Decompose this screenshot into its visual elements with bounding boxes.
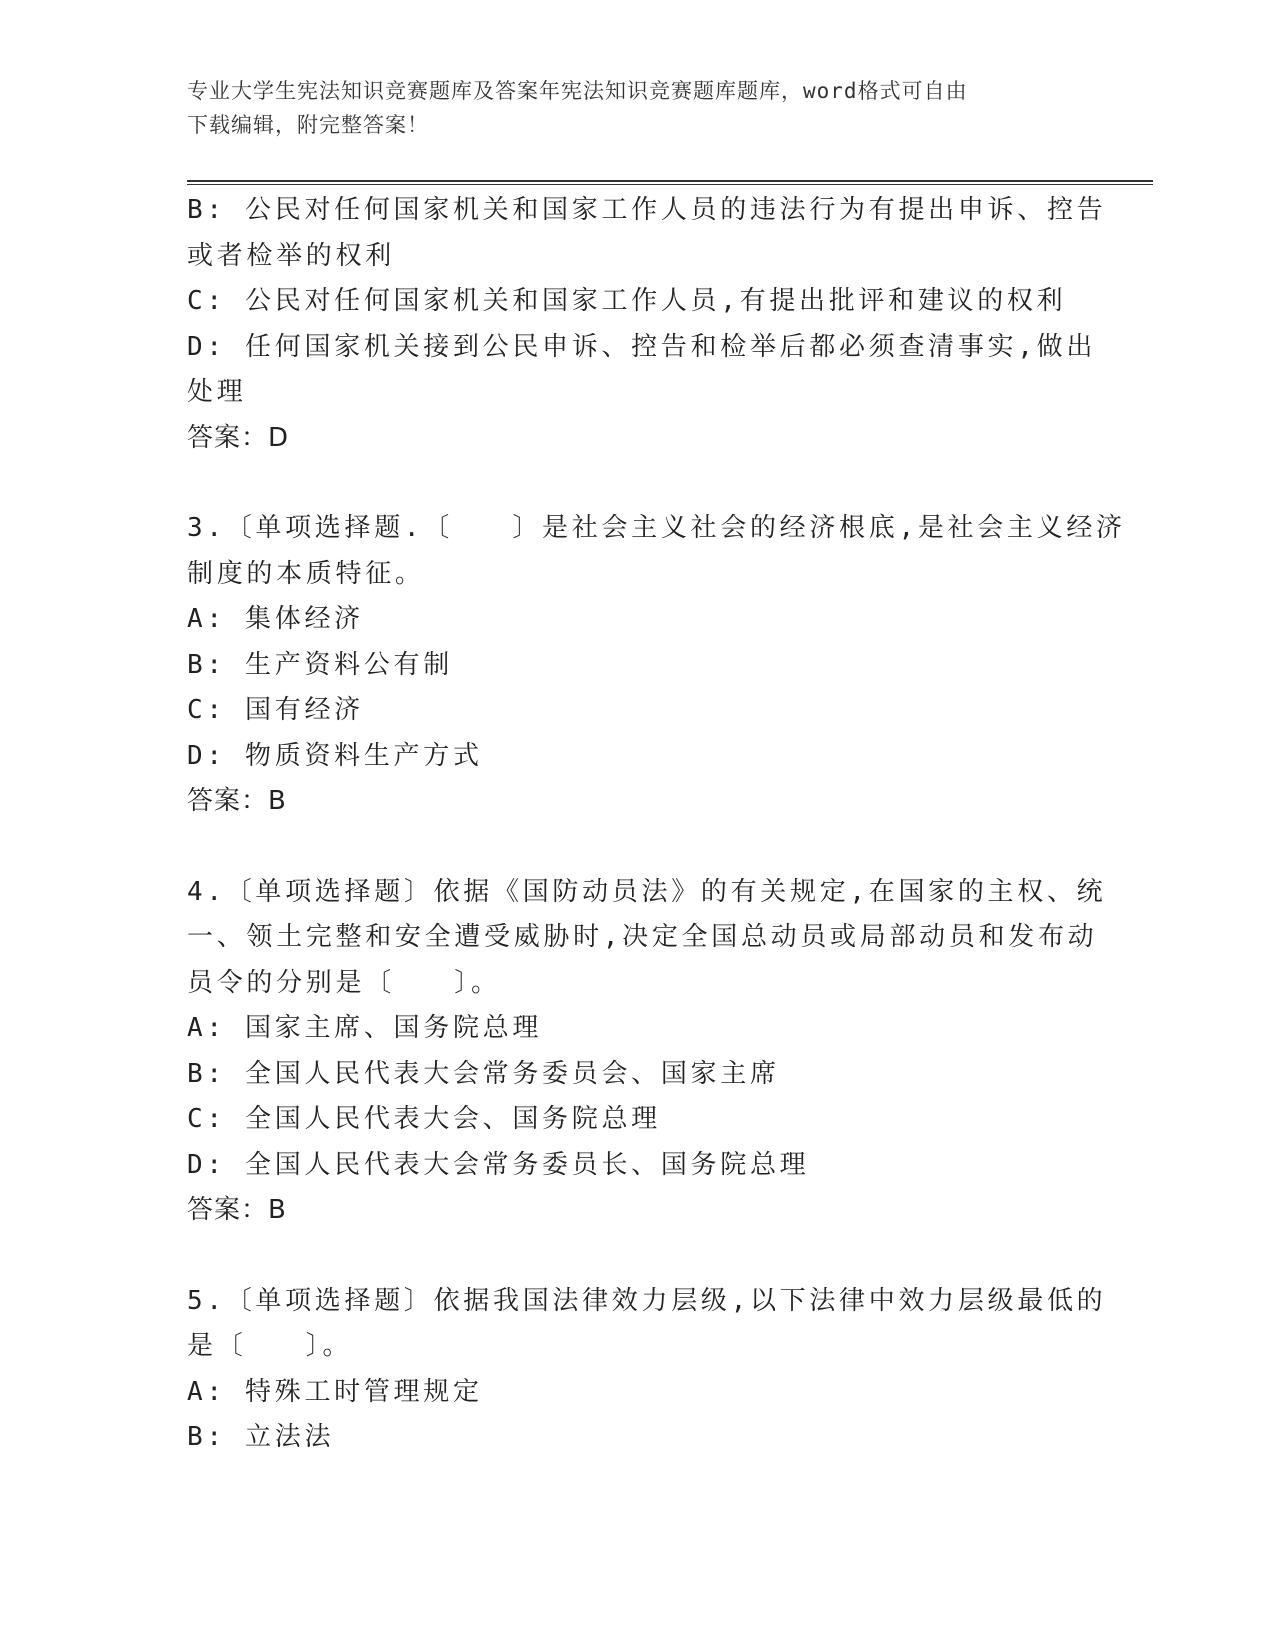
- option-c: C: 全国人民代表大会、国务院总理: [187, 1104, 661, 1134]
- option-a: A: 特殊工时管理规定: [187, 1376, 483, 1407]
- option-d: D: 任何国家机关接到公民申诉、控告和检举后都必须查清事实,做出: [187, 331, 1097, 362]
- question-stem-cont: 制度的本质特征。: [187, 558, 425, 589]
- question-5: [187, 1279, 1107, 1461]
- header-divider: [187, 180, 1153, 182]
- option-a: A: 集体经济: [187, 604, 364, 634]
- option-d: D: 物质资料生产方式: [187, 740, 483, 771]
- option-c: C: 公民对任何国家机关和国家工作人员,有提出批评和建议的权利: [187, 286, 1067, 316]
- page-header: [187, 74, 1067, 142]
- header-divider-thin: [187, 184, 1153, 185]
- option-b: B: 立法法: [187, 1422, 335, 1452]
- question-2: [187, 188, 1107, 461]
- question-stem-cont: 一、领土完整和安全遭受威胁时,决定全国总动员或局部动员和发布动: [187, 922, 1098, 952]
- question-4: [187, 870, 1107, 1234]
- question-stem: 4.〔单项选择题〕依据《国防动员法》的有关规定,在国家的主权、统: [187, 876, 1107, 907]
- question-stem: 5.〔单项选择题〕依据我国法律效力层级,以下法律中效力层级最低的: [187, 1285, 1107, 1316]
- answer: 答案：D: [187, 422, 290, 453]
- question-stem-cont-2: 员令的分别是〔 〕。: [187, 967, 501, 998]
- option-c: C: 国有经济: [187, 695, 364, 725]
- option-b: B: 生产资料公有制: [187, 649, 453, 680]
- answer: 答案：B: [187, 786, 287, 816]
- option-b: B: 全国人民代表大会常务委员会、国家主席: [187, 1058, 780, 1089]
- question-3: [187, 506, 1126, 825]
- option-a: A: 国家主席、国务院总理: [187, 1013, 543, 1043]
- option-b: B: 公民对任何国家机关和国家工作人员的违法行为有提出申诉、控告: [187, 195, 1107, 225]
- question-list: [187, 188, 1126, 1461]
- option-d-cont: 处理: [187, 377, 247, 407]
- question-stem-cont: 是〔 〕。: [187, 1331, 353, 1361]
- question-stem: 3.〔单项选择题.〔 〕是社会主义社会的经济根底,是社会主义经济: [187, 513, 1126, 543]
- option-b-cont: 或者检举的权利: [187, 240, 395, 271]
- answer: 答案：B: [187, 1195, 287, 1225]
- header-line-2: 下载编辑，附完整答案！: [187, 113, 429, 137]
- header-line-1: 专业大学生宪法知识竞赛题库及答案年宪法知识竞赛题库题库，word格式可自由: [187, 79, 968, 103]
- option-d: D: 全国人民代表大会常务委员长、国务院总理: [187, 1149, 810, 1180]
